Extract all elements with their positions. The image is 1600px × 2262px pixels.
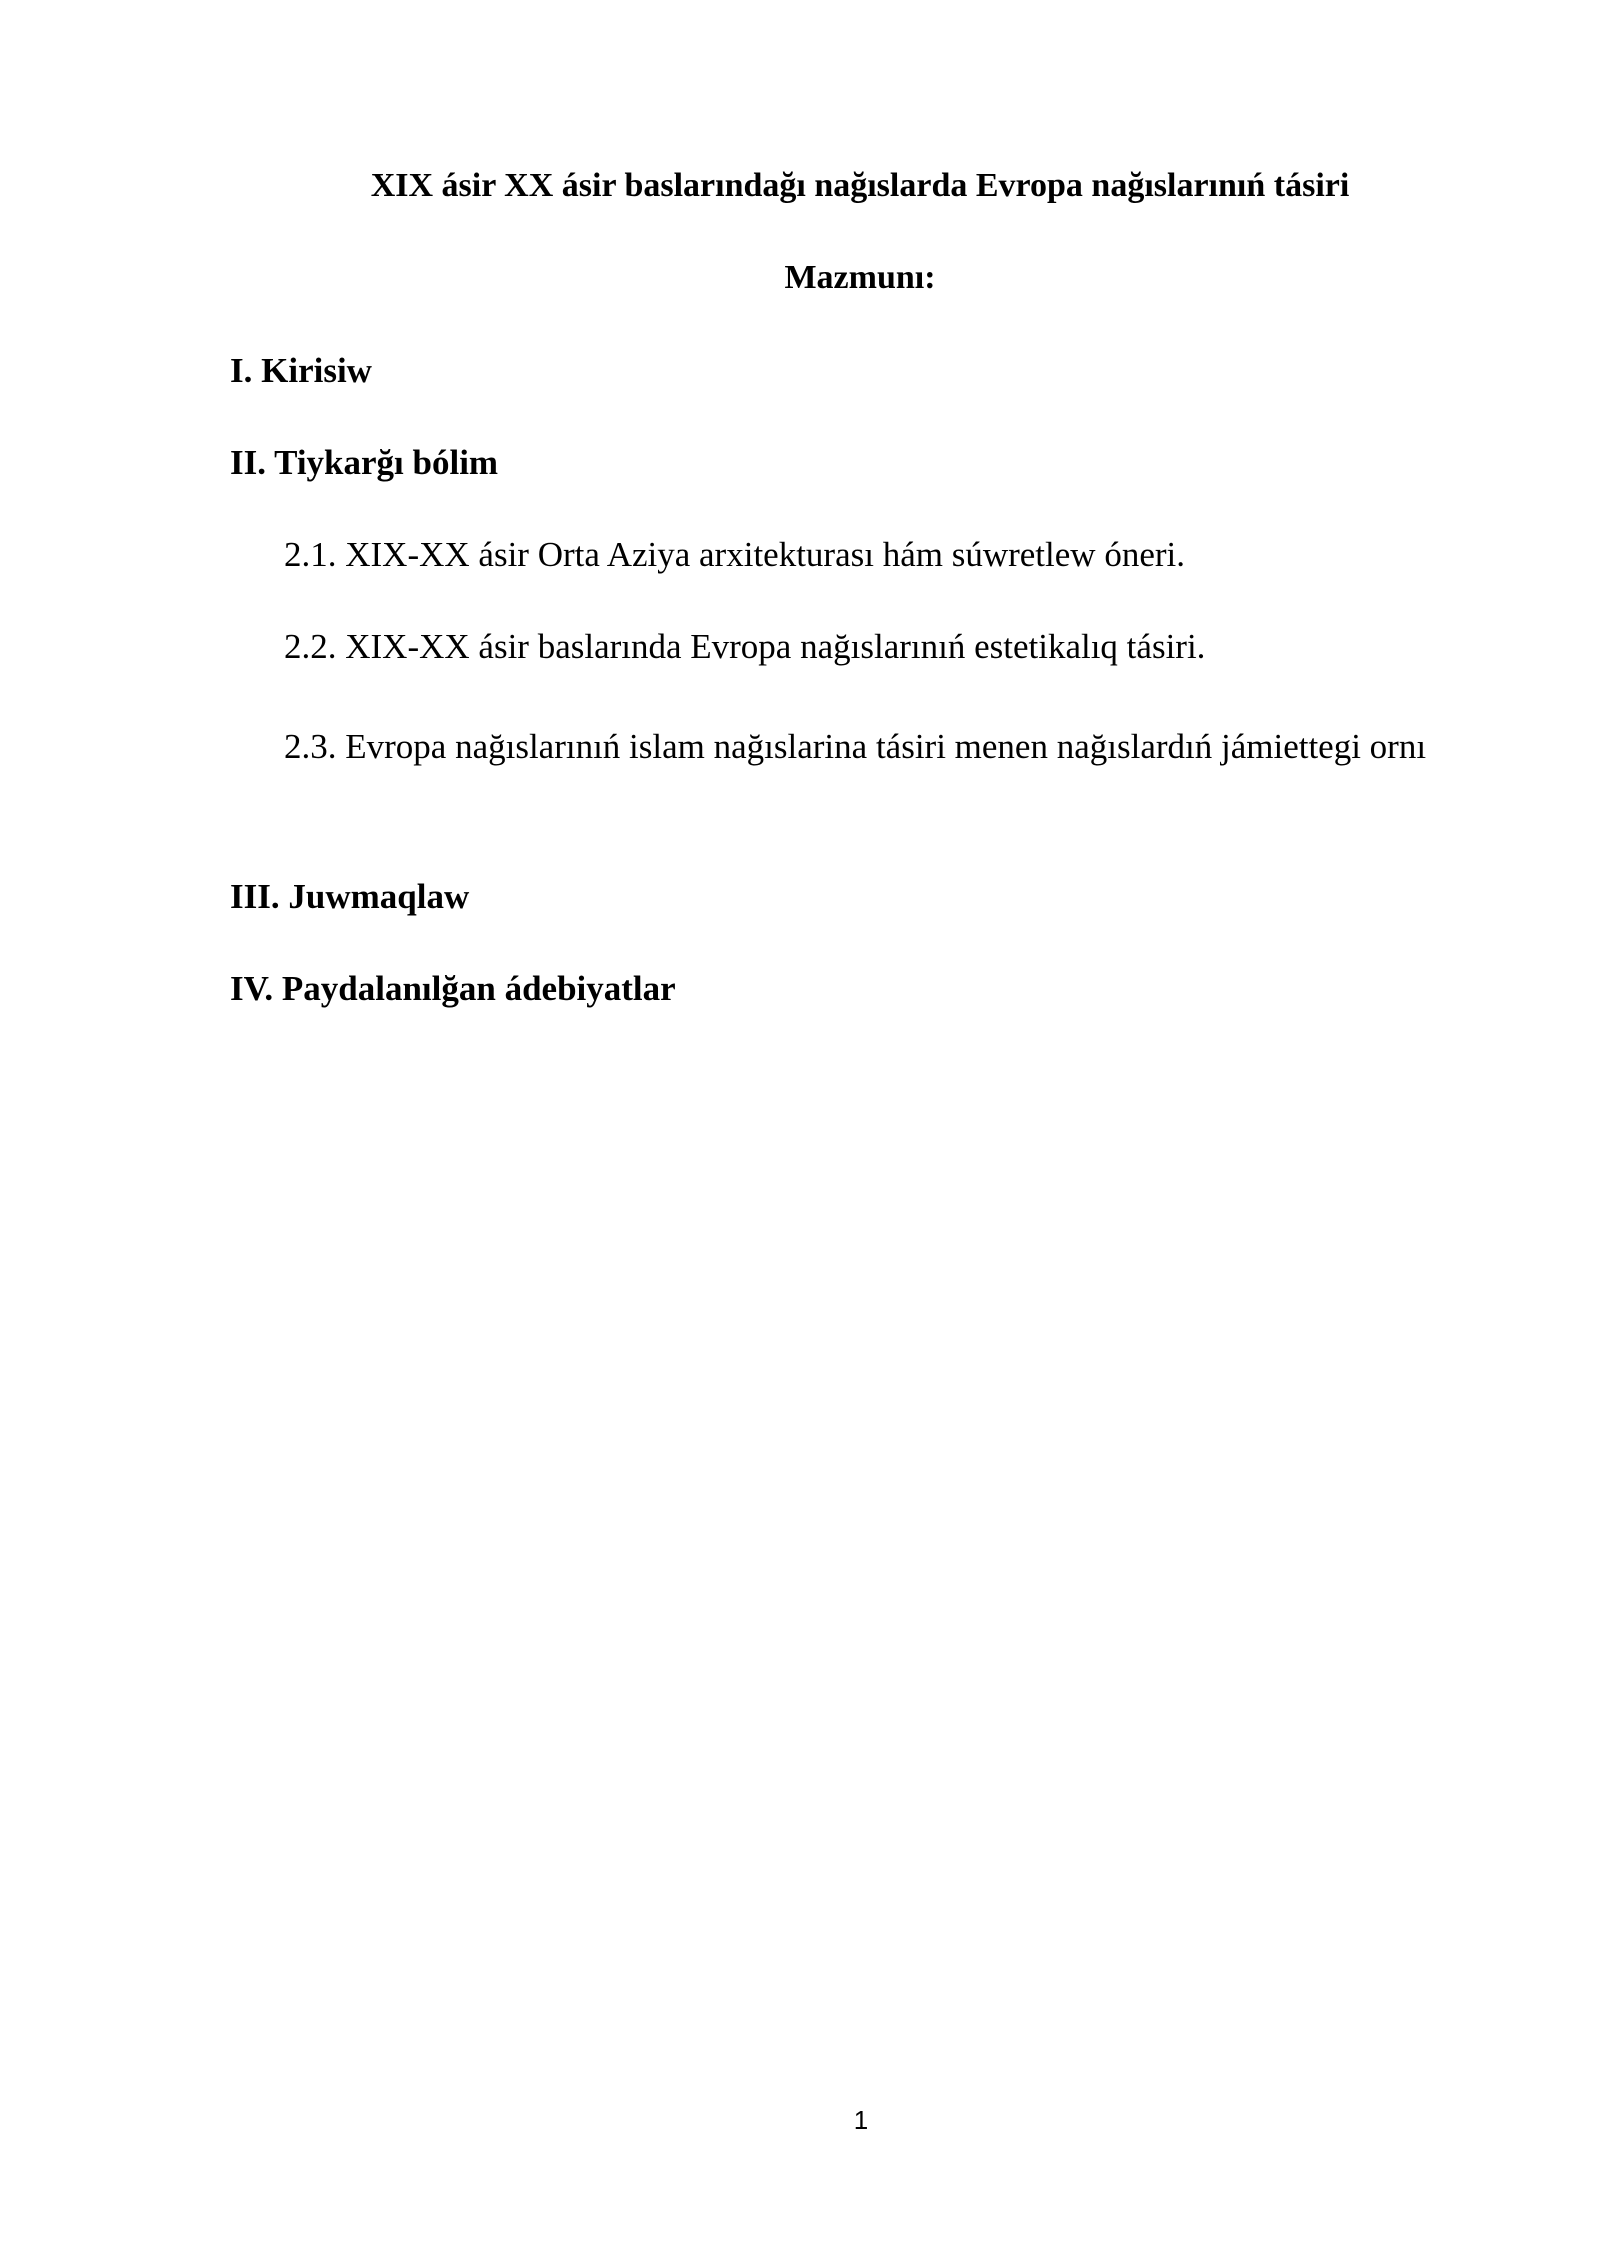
contents-heading: Mazmunı:: [784, 259, 936, 296]
toc-section-conclusion: III. Juwmaqlaw: [230, 877, 470, 916]
document-title: XIX ásir XX ásir baslarındağı nağıslarda Evropa nağıslarınıń tásiri: [370, 167, 1350, 204]
toc-section-introduction: I. Kirisiw: [230, 351, 372, 390]
toc-subsection-2-1: 2.1. XIX-XX ásir Orta Aziya arxitekturası hám súwretlew óneri.: [284, 535, 1185, 574]
page-number: 1: [853, 2105, 869, 2135]
toc-subsection-2-3: 2.3. Evropa nağıslarınıń islam nağıslarina tásiri menen nağıslardıń jámiettegi ornı: [284, 727, 1427, 766]
toc-subsection-2-2: 2.2. XIX-XX ásir baslarında Evropa nağıslarınıń estetikalıq tásiri.: [284, 627, 1206, 666]
toc-section-references: IV. Paydalanılğan ádebiyatlar: [230, 969, 676, 1008]
toc-section-main-part: II. Tiykarğı bólim: [230, 443, 499, 482]
